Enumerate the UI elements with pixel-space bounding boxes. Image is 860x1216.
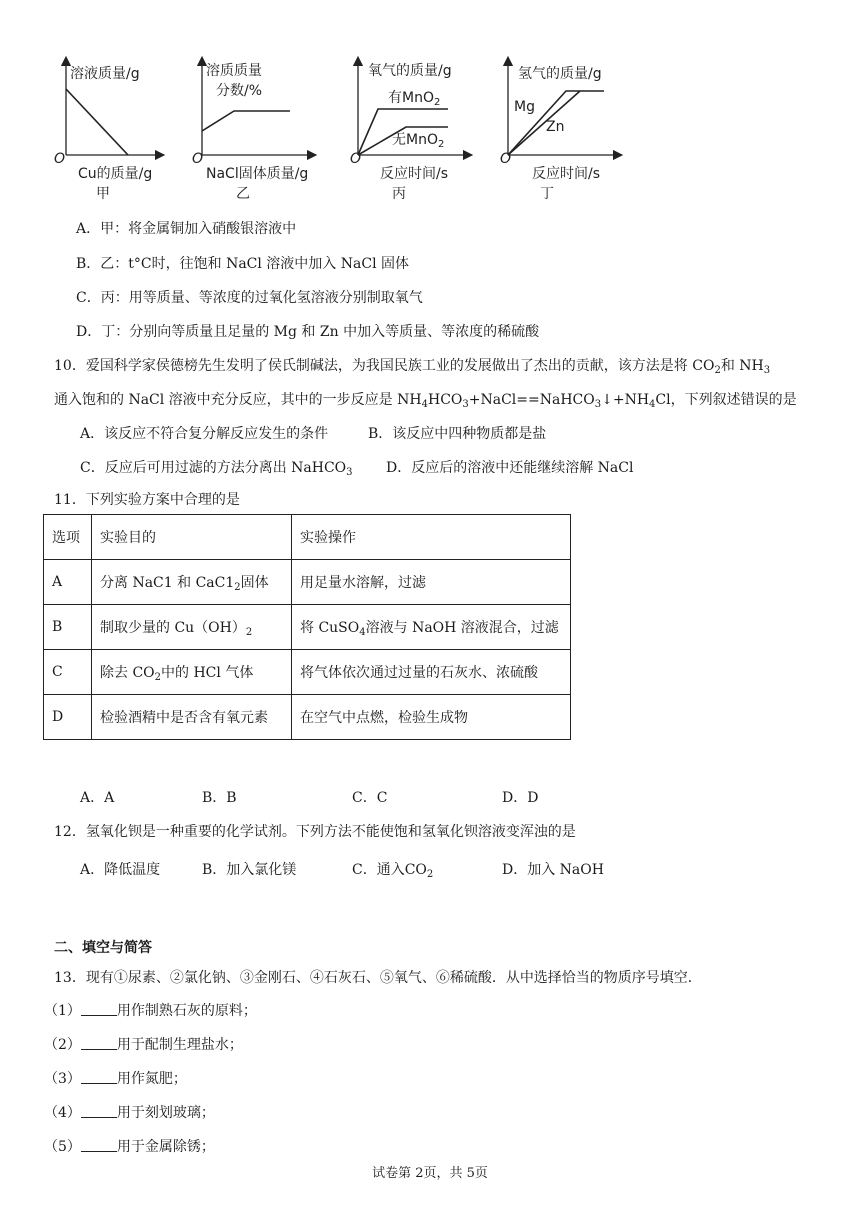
q9-option-b[interactable]: B．乙：t°C时，往饱和 NaCl 溶液中加入 NaCl 固体 [76,256,409,272]
q10-stem-line-1: 10．爱国科学家侯德榜先生发明了侯氏制碱法，为我国民族工业的发展做出了杰出的贡献，该方法是将 $CO_2$和 $NH_3$ [54,358,771,376]
graph-ding [500,55,670,205]
graph-bing-origin: O [350,151,362,167]
q13-item: （1） 用作制熟石灰的原料； [44,1003,257,1019]
graph-bing-curve-no-mno2: 无MnO$_2$ [392,132,445,150]
q11-option-b[interactable]: B．B [202,790,237,806]
table-row [44,695,571,740]
table-cell-purpose: 检验酒精中是否含有氧元素 [92,695,292,740]
table-cell-operation: 将气体依次通过过量的石灰水、浓硫酸 [292,650,571,695]
answer-blank[interactable] [81,1037,117,1050]
graph-yi-caption: 乙 [236,186,250,202]
table-row [44,605,571,650]
graph-ding-curve-mg: Mg [514,99,535,115]
q10-stem-line-2: 通入饱和的 NaCl 溶液中充分反应，其中的一步反应是 $NH_4HCO_3+NaCl==NaHCO_3↓+NH_4Cl$，下列叙述错误的是 [54,392,797,410]
graph-bing-caption: 丙 [392,186,406,202]
q10-option-a[interactable]: A．该反应不符合复分解反应发生的条件 [80,426,329,442]
q12-option-d[interactable]: D．加入 NaOH [502,862,604,878]
table-header-cell: 选项 [44,515,92,560]
table-cell-operation: 在空气中点燃，检验生成物 [292,695,571,740]
q10-option-d[interactable]: D．反应后的溶液中还能继续溶解 NaCl [386,460,634,476]
graph-bing-ylabel: 氧气的质量/g [368,63,452,79]
graph-jia-caption: 甲 [96,186,110,202]
graph-bing [348,55,518,205]
table-cell-option: C [44,650,92,695]
graph-jia-origin: O [54,151,66,167]
table-cell-option: B [44,605,92,650]
answer-blank[interactable] [81,1139,117,1152]
q13-item: （4） 用于刻划玻璃； [44,1105,215,1121]
table-cell-operation: 用足量水溶解，过滤 [292,560,571,605]
q11-option-d[interactable]: D．D [502,790,539,806]
graph-jia-xlabel: Cu的质量/g [78,166,153,182]
q10-option-b[interactable]: B．该反应中四种物质都是盐 [368,426,547,442]
table-header-row [44,515,571,560]
graph-bing-xlabel: 反应时间/s [380,166,449,182]
table-cell-option: D [44,695,92,740]
q12-option-c[interactable]: C．通入$CO_2$ [352,862,434,880]
page-footer: 试卷第 2页，共 5页 [372,1166,488,1181]
table-header-cell: 实验操作 [292,515,571,560]
q13-stem: 13．现有①尿素、②氯化钠、③金刚石、④石灰石、⑤氧气、⑥稀硫酸．从中选择恰当的物质序号填空． [54,970,702,986]
q11-stem: 11．下列实验方案中合理的是 [54,492,240,508]
q13-item: （2） 用于配制生理盐水； [44,1037,243,1053]
q12-option-a[interactable]: A．降低温度 [80,862,161,878]
q11-option-c[interactable]: C．C [352,790,388,806]
answer-blank[interactable] [81,1003,117,1016]
table-cell-operation: 将 CuSO$_4$溶液与 NaOH 溶液混合，过滤 [292,605,571,650]
graph-ding-xlabel: 反应时间/s [532,166,601,182]
graph-yi-ylabel-2: 分数/% [216,83,263,99]
q11-table [43,514,571,740]
section-heading: 二、填空与简答 [54,940,152,956]
q13-item: （5） 用于金属除锈； [44,1139,215,1155]
graph-ding-curve-zn: Zn [546,119,565,135]
table-row [44,560,571,605]
q11-option-a[interactable]: A．A [80,790,115,806]
table-cell-purpose: 除去 $CO_2$中的 HCl 气体 [92,650,292,695]
answer-blank[interactable] [81,1071,117,1084]
q12-stem: 12．氢氧化钡是一种重要的化学试剂。下列方法不能使饱和氢氧化钡溶液变浑浊的是 [54,824,576,840]
graph-ding-caption: 丁 [540,186,554,202]
table-row [44,650,571,695]
q9-option-a[interactable]: A．甲：将金属铜加入硝酸银溶液中 [76,221,297,237]
answer-blank[interactable] [81,1105,117,1118]
q13-item: （3） 用作氮肥； [44,1071,187,1087]
table-cell-option: A [44,560,92,605]
graph-yi-origin: O [192,151,204,167]
graph-jia-ylabel: 溶液质量/g [70,66,140,82]
q12-option-b[interactable]: B．加入氯化镁 [202,862,297,878]
table-cell-purpose: 分离 NaC1 和 $CaC1_2$固体 [92,560,292,605]
q9-option-d[interactable]: D．丁：分别向等质量且足量的 Mg 和 Zn 中加入等质量、等浓度的稀硫酸 [76,324,540,340]
graph-ding-origin: O [500,151,512,167]
graph-yi-xlabel: NaCl固体质量/g [206,166,309,182]
graph-ding-ylabel: 氢气的质量/g [518,66,602,82]
q9-option-c[interactable]: C．丙：用等质量、等浓度的过氧化氢溶液分别制取氧气 [76,290,423,306]
table-header-cell: 实验目的 [92,515,292,560]
graph-yi [192,55,362,205]
graph-yi-ylabel-1: 溶质质量 [206,63,262,79]
q10-option-c[interactable]: C．反应后可用过滤的方法分离出 NaHCO$_3$ [80,460,353,478]
table-cell-purpose: 制取少量的 $Cu(OH)_2$ [92,605,292,650]
graph-bing-curve-mno2: 有MnO$_2$ [388,90,441,108]
